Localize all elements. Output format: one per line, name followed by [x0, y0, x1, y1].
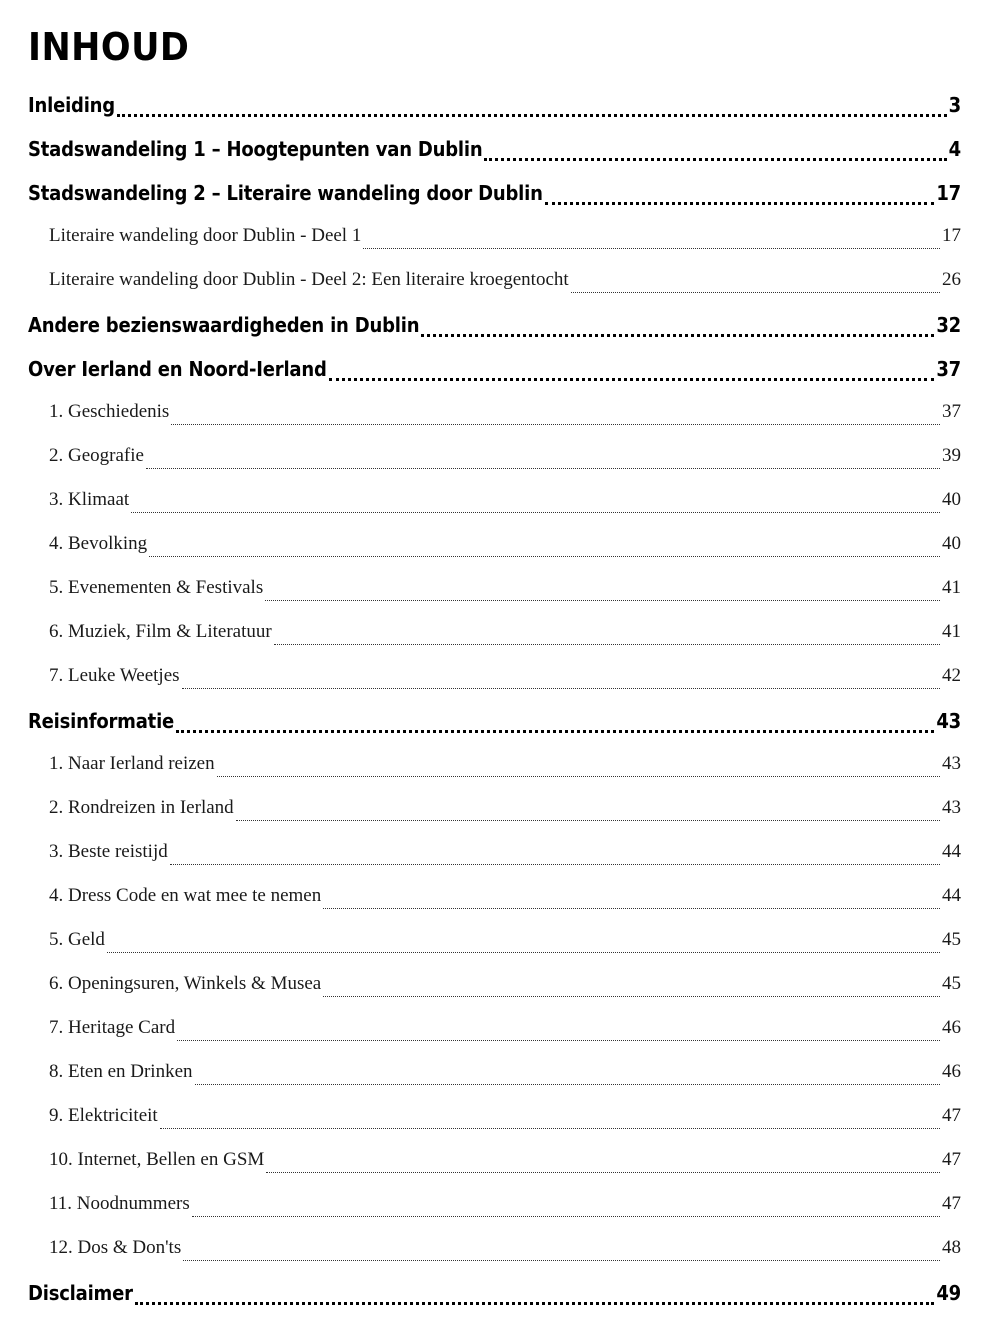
toc-entry-chapter[interactable]: [28, 357, 961, 387]
toc-entry-section[interactable]: [49, 225, 961, 255]
toc-entry-page-number: 44: [942, 885, 961, 906]
dot-leader: [146, 445, 940, 475]
toc-entry-chapter[interactable]: [28, 137, 961, 167]
toc-entry-page-number: 40: [942, 489, 961, 510]
dot-leader: [266, 1149, 940, 1179]
toc-entry-chapter[interactable]: [28, 709, 961, 739]
toc-entry-page-number: 4: [948, 137, 961, 161]
dot-leader: [131, 489, 940, 519]
toc-entry-label: 4. Dress Code en wat mee te nemen: [49, 885, 322, 906]
toc-entry-label: Andere bezienswaardigheden in Dublin: [28, 313, 420, 337]
dot-leader: [107, 929, 940, 959]
dot-leader: [217, 753, 940, 783]
toc-entry-label: 3. Klimaat: [49, 489, 130, 510]
toc-entry-page-number: 47: [942, 1149, 961, 1170]
toc-entry-section[interactable]: [49, 269, 961, 299]
toc-entry-label: 8. Eten en Drinken: [49, 1061, 193, 1082]
dot-leader: [135, 1281, 935, 1311]
toc-entry-label: 5. Geld: [49, 929, 105, 950]
toc-entry-section[interactable]: [49, 1105, 961, 1135]
toc-entry-label: Literaire wandeling door Dublin - Deel 2: Een literaire kroegentocht: [49, 269, 569, 290]
toc-entry-page-number: 45: [942, 929, 961, 950]
dot-leader: [545, 181, 935, 211]
toc-entry-label: Inleiding: [28, 93, 115, 117]
toc-entry-section[interactable]: [49, 1061, 961, 1091]
toc-entry-page-number: 37: [942, 401, 961, 422]
dot-leader: [323, 973, 940, 1003]
toc-entry-page-number: 43: [942, 797, 961, 818]
dot-leader: [160, 1105, 940, 1135]
toc-entry-label: 4. Bevolking: [49, 533, 148, 554]
toc-entry-chapter[interactable]: [28, 313, 961, 343]
toc-entry-label: 6. Openingsuren, Winkels & Musea: [49, 973, 322, 994]
toc-entry-label: 7. Leuke Weetjes: [49, 665, 180, 686]
toc-entry-page-number: 46: [942, 1061, 961, 1082]
toc-entry-section[interactable]: [49, 665, 961, 695]
toc-entry-section[interactable]: [49, 401, 961, 431]
toc-entry-label: 10. Internet, Bellen en GSM: [49, 1149, 265, 1170]
toc-entry-chapter[interactable]: [28, 93, 961, 123]
toc-entry-section[interactable]: [49, 973, 961, 1003]
toc-entry-label: Stadswandeling 1 – Hoogtepunten van Dublin: [28, 137, 483, 161]
toc-entry-page-number: 26: [942, 269, 961, 290]
page-title: INHOUD: [28, 25, 190, 69]
toc-entry-page-number: 41: [942, 577, 961, 598]
toc-entry-page-number: 44: [942, 841, 961, 862]
toc-entry-label: 12. Dos & Don'ts: [49, 1237, 182, 1258]
dot-leader: [236, 797, 940, 827]
toc-entry-label: Literaire wandeling door Dublin - Deel 1: [49, 225, 362, 246]
toc-entry-label: 7. Heritage Card: [49, 1017, 176, 1038]
toc-entry-section[interactable]: [49, 1193, 961, 1223]
toc-entry-chapter[interactable]: [28, 1281, 961, 1311]
dot-leader: [171, 401, 940, 431]
dot-leader: [363, 225, 940, 255]
toc-entry-label: 6. Muziek, Film & Literatuur: [49, 621, 272, 642]
toc-entry-page-number: 47: [942, 1193, 961, 1214]
toc-entry-section[interactable]: [49, 489, 961, 519]
toc-entry-page-number: 45: [942, 973, 961, 994]
toc-entry-page-number: 43: [936, 709, 961, 733]
dot-leader: [195, 1061, 940, 1091]
toc-entry-section[interactable]: [49, 929, 961, 959]
toc-entry-section[interactable]: [49, 1017, 961, 1047]
toc-entry-section[interactable]: [49, 841, 961, 871]
dot-leader: [571, 269, 940, 299]
dot-leader: [177, 1017, 940, 1047]
toc-entry-section[interactable]: [49, 1149, 961, 1179]
toc-entry-label: 2. Geografie: [49, 445, 144, 466]
toc-entry-page-number: 3: [948, 93, 961, 117]
dot-leader: [421, 313, 934, 343]
toc-entry-section[interactable]: [49, 621, 961, 651]
toc-entry-page-number: 41: [942, 621, 961, 642]
dot-leader: [149, 533, 940, 563]
toc-entry-page-number: 42: [942, 665, 961, 686]
toc-entry-label: Stadswandeling 2 – Literaire wandeling door Dublin: [28, 181, 543, 205]
toc-entry-label: Reisinformatie: [28, 709, 175, 733]
toc-entry-page-number: 17: [942, 225, 961, 246]
toc-entry-section[interactable]: [49, 797, 961, 827]
toc-entry-section[interactable]: [49, 577, 961, 607]
dot-leader: [265, 577, 940, 607]
toc-entry-label: 1. Naar Ierland reizen: [49, 753, 215, 774]
toc-entry-page-number: 39: [942, 445, 961, 466]
toc-entry-label: 9. Elektriciteit: [49, 1105, 158, 1126]
dot-leader: [176, 709, 934, 739]
dot-leader: [117, 93, 947, 123]
dot-leader: [484, 137, 946, 167]
toc-entry-page-number: 49: [936, 1281, 961, 1305]
dot-leader: [192, 1193, 940, 1223]
toc-entry-page-number: 48: [942, 1237, 961, 1258]
toc-entry-label: 3. Beste reistijd: [49, 841, 168, 862]
toc-entry-label: 5. Evenementen & Festivals: [49, 577, 264, 598]
toc-entry-page-number: 37: [936, 357, 961, 381]
toc-entry-page-number: 46: [942, 1017, 961, 1038]
toc-entry-page-number: 32: [936, 313, 961, 337]
toc-entry-section[interactable]: [49, 445, 961, 475]
dot-leader: [323, 885, 940, 915]
dot-leader: [274, 621, 940, 651]
toc-entry-page-number: 17: [936, 181, 961, 205]
toc-entry-label: 2. Rondreizen in Ierland: [49, 797, 234, 818]
toc-entry-chapter[interactable]: [28, 181, 961, 211]
toc-entry-section[interactable]: [49, 753, 961, 783]
toc-entry-label: 11. Noodnummers: [49, 1193, 190, 1214]
dot-leader: [329, 357, 935, 387]
toc-entry-section[interactable]: [49, 1237, 961, 1267]
dot-leader: [183, 1237, 940, 1267]
toc-entry-page-number: 43: [942, 753, 961, 774]
toc-entry-label: Over Ierland en Noord-Ierland: [28, 357, 327, 381]
toc-entry-label: 1. Geschiedenis: [49, 401, 170, 422]
toc-entry-page-number: 47: [942, 1105, 961, 1126]
toc-entry-section[interactable]: [49, 533, 961, 563]
toc-entry-section[interactable]: [49, 885, 961, 915]
dot-leader: [182, 665, 940, 695]
dot-leader: [170, 841, 940, 871]
toc-entry-page-number: 40: [942, 533, 961, 554]
toc-entry-label: Disclaimer: [28, 1281, 133, 1305]
